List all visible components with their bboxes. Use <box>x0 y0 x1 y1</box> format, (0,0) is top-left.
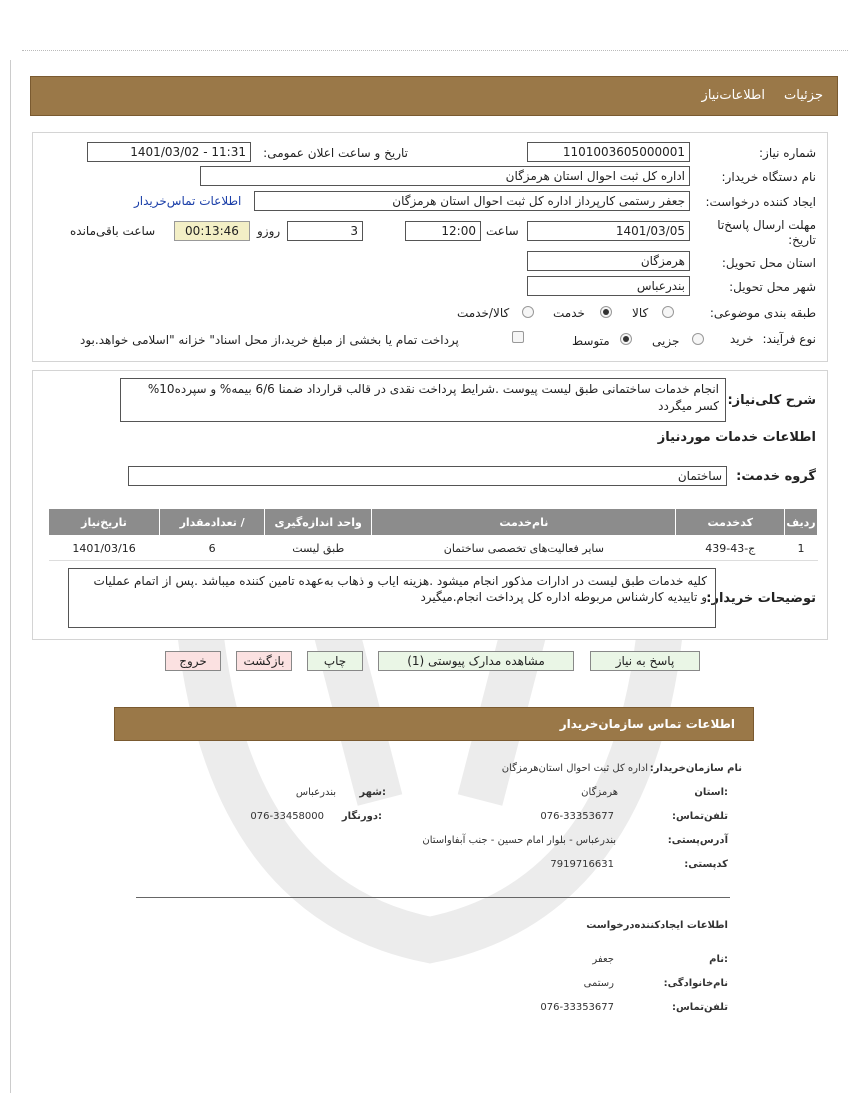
col-code: کدخدمت <box>676 509 785 536</box>
category-goods-label: کالا <box>632 306 649 320</box>
category-service-label: خدمت <box>553 306 585 320</box>
process-buy-label: خرید <box>730 332 754 346</box>
buyer-notes-box <box>68 568 716 628</box>
treasury-payment-checkbox[interactable] <box>512 331 524 343</box>
contact-province: هرمزگان <box>581 787 618 798</box>
deadline-label: مهلت ارسال پاسخ‌تا تاریخ: <box>717 218 816 247</box>
print-button[interactable]: چاپ <box>307 651 363 671</box>
contact-city: بندرعباس <box>295 787 336 798</box>
remaining-label: ساعت باقی‌مانده <box>70 224 156 238</box>
remaining-time-field: 00:13:46 <box>174 221 250 241</box>
cell-qty: 6 <box>160 536 265 561</box>
contact-phone-label: تلفن‌تماس: <box>671 811 728 822</box>
creator-label: ایجاد کننده درخواست: <box>705 195 816 209</box>
contact-header-bar <box>114 707 754 741</box>
creator-name-label: :نام <box>709 954 728 965</box>
buyer-contact-link[interactable]: اطلاعات تماس‌خریدار <box>134 194 242 208</box>
need-number-label: شماره نیاز: <box>759 146 816 160</box>
treasury-payment-note: پرداخت تمام یا بخشی از مبلغ خرید،از محل اسناد" خزانه "اسلامی خواهد.بود <box>80 333 459 347</box>
contact-title: اطلاعات تماس سازمان‌خریدار <box>559 717 735 731</box>
province-field: هرمزگان <box>527 251 690 271</box>
tab-need-info[interactable]: اطلاعات‌نیاز <box>701 88 765 103</box>
category-goods-service-radio[interactable] <box>522 306 534 318</box>
creator-phone: 076-33353677 <box>540 1002 614 1013</box>
need-number-field: 1101003605000001 <box>527 142 690 162</box>
contact-fax: 076-33458000 <box>250 811 324 822</box>
summary-text-box: انجام خدمات ساختمانی طبق لیست پیوست .شرایط پرداخت نقدی در قالب قرارداد ضمنا 6/6 بیمه% و سپرده10% کسر میگردد <box>120 378 726 422</box>
cell-unit: طبق لیست <box>265 536 372 561</box>
buyer-notes-label: توضیحات خریدار: <box>706 591 816 606</box>
left-border <box>10 60 11 1093</box>
creator-name: جعفر <box>592 954 614 965</box>
process-medium-label: متوسط <box>572 334 610 348</box>
back-button[interactable]: بازگشت <box>236 651 292 671</box>
buyer-org-field: اداره کل ثبت احوال استان هرمزگان <box>200 166 690 186</box>
process-partial-label: جزیی <box>652 334 680 348</box>
tab-details[interactable]: جزئیات <box>784 88 823 103</box>
table-row[interactable] <box>49 536 818 561</box>
header-bar <box>30 76 838 116</box>
service-group-field: ساختمان <box>128 466 727 486</box>
buyer-notes-line2: و تاییدیه کارشناس مربوطه اداره کل پرداخت انجام.میگیرد <box>420 590 707 604</box>
contact-org: اداره کل ثبت احوال استان‌هرمزگان <box>501 763 648 774</box>
exit-button[interactable]: خروج <box>165 651 221 671</box>
contact-phone: 076-33353677 <box>540 811 614 822</box>
cell-row: 1 <box>785 536 818 561</box>
contact-address-label: آدرس‌پستی: <box>667 835 728 846</box>
days-label: روزو <box>257 224 281 238</box>
contact-divider <box>136 897 730 898</box>
deadline-time-label: ساعت <box>486 224 519 238</box>
col-name: نام‌خدمت <box>372 509 676 536</box>
col-row: ردیف <box>785 509 818 536</box>
deadline-date-field: 1401/03/05 <box>527 221 690 241</box>
contact-city-label: :شهر <box>359 787 386 798</box>
category-label: طبقه بندی موضوعی: <box>709 306 816 320</box>
city-field: بندرعباس <box>527 276 690 296</box>
creator-family-label: نام‌خانوادگی: <box>663 978 728 989</box>
days-field: 3 <box>287 221 363 241</box>
services-table <box>48 508 818 561</box>
creator-family: رستمی <box>583 978 614 989</box>
city-label: شهر محل تحویل: <box>729 280 816 294</box>
top-divider <box>22 50 848 51</box>
contact-postal: 7919716631 <box>550 859 614 870</box>
announce-label: تاریخ و ساعت اعلان عمومی: <box>263 146 408 160</box>
contact-postal-label: کدپستی: <box>684 859 728 870</box>
cell-name: سایر فعالیت‌های تخصصی ساختمان <box>372 536 676 561</box>
cell-date: 1401/03/16 <box>49 536 160 561</box>
creator-phone-label: تلفن‌تماس: <box>671 1002 728 1013</box>
col-qty: / تعدادمقدار <box>160 509 265 536</box>
deadline-time-field: 12:00 <box>405 221 481 241</box>
province-label: استان محل تحویل: <box>721 256 816 270</box>
col-unit: واحد اندازه‌گیری <box>265 509 372 536</box>
contact-org-label: نام سازمان‌خریدار: <box>649 763 742 774</box>
category-service-radio[interactable] <box>600 306 612 318</box>
category-goods-radio[interactable] <box>662 306 674 318</box>
cell-code: ج-43-439 <box>676 536 785 561</box>
creator-field: جعفر رستمی کارپرداز اداره کل ثبت احوال استان هرمزگان <box>254 191 690 211</box>
service-group-label: گروه خدمت: <box>736 469 816 484</box>
buyer-org-label: نام دستگاه خریدار: <box>721 170 816 184</box>
summary-label: شرح کلی‌نیاز: <box>727 393 816 408</box>
announce-field: 1401/03/02 - 11:31 <box>87 142 251 162</box>
reply-button[interactable]: پاسخ به نیاز <box>590 651 700 671</box>
view-documents-button[interactable]: مشاهده مدارک پیوستی (1) <box>378 651 574 671</box>
contact-province-label: :استان <box>694 787 728 798</box>
creator-info-title: اطلاعات ایجادکننده‌درخواست <box>586 920 728 931</box>
contact-address: بندرعباس - بلوار امام حسین - جنب آبفاواستان <box>422 835 616 846</box>
table-header-row <box>49 509 818 536</box>
process-medium-radio[interactable] <box>620 333 632 345</box>
buyer-notes-line1: کلیه خدمات طبق لیست در ادارات مذکور انجام میشود .هزینه اياب و ذهاب به‌عهده تامین کننده میباشد .پس از اتمام عملیات <box>93 574 707 588</box>
col-date: تاریخ‌نیاز <box>49 509 160 536</box>
contact-fax-label: :دورنگار <box>341 811 382 822</box>
process-label: نوع فرآیند: <box>762 332 816 346</box>
services-title: اطلاعات خدمات موردنیاز <box>657 430 816 445</box>
process-partial-radio[interactable] <box>692 333 704 345</box>
category-goods-service-label: کالا/خدمت <box>457 306 510 320</box>
